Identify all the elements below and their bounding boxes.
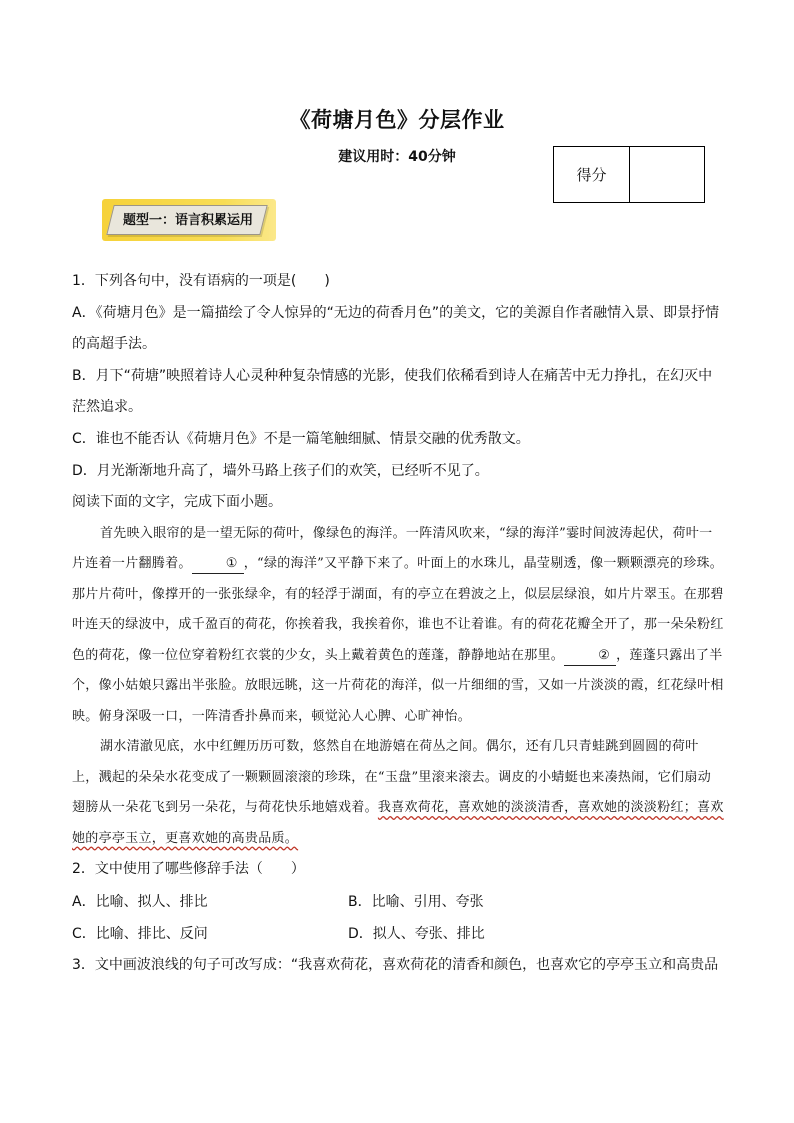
question-2-option-c: C．比喻、排比、反问 xyxy=(72,925,208,942)
page-title: 《荷塘月色》分层作业 xyxy=(289,108,505,132)
question-content xyxy=(72,266,724,981)
question-2-option-a: A．比喻、拟人、排比 xyxy=(72,893,208,910)
passage-text: 首先映入眼帘的是一望无际的荷叶，像绿色的海洋。一阵清风吹来，“绿的海洋”霎时间波涛起伏，荷叶一片连着一片翻腾着。 xyxy=(72,525,713,572)
suggested-time: 建议用时：40分钟 xyxy=(338,149,456,165)
question-3-stem: 3．文中画波浪线的句子可改写成：“我喜欢荷花，喜欢荷花的清香和颜色，也喜欢它的亭亭玉立和高贵品 xyxy=(72,956,719,973)
wavy-underlined-sentence: 我喜欢荷花，喜欢她的淡淡清香，喜欢她的淡淡粉红；喜欢她的亭亭玉立，更喜欢她的高贵品质。 xyxy=(72,800,724,846)
blank-2: ② xyxy=(564,647,616,666)
section-banner xyxy=(102,199,276,241)
score-value-field[interactable] xyxy=(630,147,704,202)
reading-instruction: 阅读下面的文字，完成下面小题。 xyxy=(72,494,282,511)
question-2-options-row-2 xyxy=(72,918,724,950)
section-title: 题型一：语言积累运用 xyxy=(122,213,253,228)
question-2-option-d: D．拟人、夸张、排比 xyxy=(348,925,485,942)
question-1-option-c: C．谁也不能否认《荷塘月色》不是一篇笔触细腻、情景交融的优秀散文。 xyxy=(72,430,530,447)
passage-paragraph-2 xyxy=(72,732,724,854)
passage-text: ，莲蓬只露出了半个，像小姑娘只露出半张脸。放眼远眺，这一片荷花的海洋，似一片细细的雪，又如一片淡淡的霞，红花绿叶相映。俯身深吸一口，一阵清香扑鼻而来，顿觉沁人心脾、心旷神怡。 xyxy=(72,647,724,724)
question-1-option-b: B．月下“荷塘”映照着诗人心灵种种复杂情感的光影，使我们依稀看到诗人在痛苦中无力挣扎，在幻灭中茫然追求。 xyxy=(72,367,713,416)
question-2-stem: 2．文中使用了哪些修辞手法（ ） xyxy=(72,861,305,878)
question-1-option-a: A．《荷塘月色》是一篇描绘了令人惊异的“无边的荷香月色”的美文，它的美源自作者融情入景、即景抒情的高超手法。 xyxy=(72,304,720,353)
passage-paragraph-1 xyxy=(72,519,724,733)
question-1-stem: 1．下列各句中，没有语病的一项是( ) xyxy=(72,273,330,289)
question-1-option-d: D．月光渐渐地升高了，墙外马路上孩子们的欢笑，已经听不见了。 xyxy=(72,462,489,479)
passage-text: ，“绿的海洋”又平静下来了。叶面上的水珠儿，晶莹剔透，像一颗颗漂亮的珍珠。那片片荷叶，像撑开的一张张绿伞，有的轻浮于湖面，有的亭立在碧波之上，似层层绿浪，如片片翠玉。在那碧叶连天的绿波中，成千盈百的荷花，你挨着我，我挨着你，谁也不让着谁。有的荷花花瓣全开了，那一朵朵粉红色的荷花，像一位位穿着粉红衣裳的少女，头上戴着黄色的莲蓬，静静地站在那里。 xyxy=(72,556,724,663)
question-2-option-b: B．比喻、引用、夸张 xyxy=(348,893,484,910)
score-label: 得分 xyxy=(554,147,630,202)
score-box xyxy=(553,146,705,203)
passage-text: 湖水清澈见底，水中红鲤历历可数，悠然自在地游嬉在荷丛之间。偶尔，还有几只青蛙跳到圆圆的荷叶上，溅起的朵朵水花变成了一颗颗圆滚滚的珍珠，在“玉盘”里滚来滚去。调皮的小蜻蜓也来凑热闹，它们扇动翅膀从一朵花飞到另一朵花，与荷花快乐地嬉戏着。 xyxy=(72,739,711,816)
blank-1: ① xyxy=(192,555,244,574)
question-2-options-row-1 xyxy=(72,886,724,918)
